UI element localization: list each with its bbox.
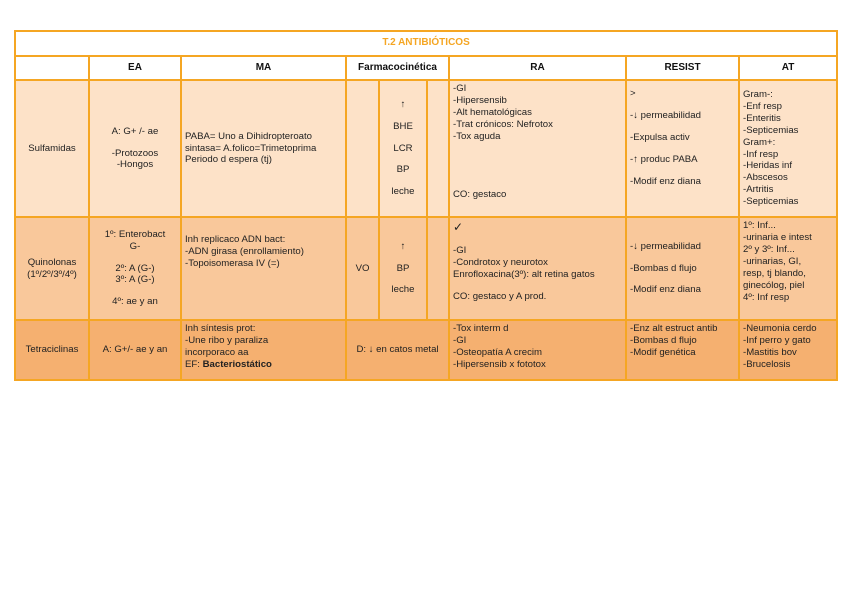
ma-cell: PABA= Uno a Dihidropteroato sintasa= A.folico=Trimetoprima Periodo d espera (tj): [181, 80, 346, 217]
farma-cell: D: ↓ en catos metal: [346, 320, 449, 380]
header-ea: EA: [89, 56, 181, 80]
farma-extra-cell: [427, 217, 449, 320]
header-at: AT: [739, 56, 837, 80]
antibiotics-table: [14, 30, 838, 381]
farma-extra-cell: [427, 80, 449, 217]
at-cell: -Neumonia cerdo -Inf perro y gato -Mastitis bov -Brucelosis: [739, 320, 837, 380]
drug-name: Sulfamidas: [15, 80, 89, 217]
resist-cell: -↓ permeabilidad -Bombas d flujo -Modif enz diana: [626, 217, 739, 320]
ra-cell: ✓ -GI -Condrotox y neurotox Enrofloxacina(3º): alt retina gatos CO: gestaco y A prod.: [449, 217, 626, 320]
header-empty: [15, 56, 89, 80]
check-icon: ✓: [453, 220, 464, 234]
bacteriostatic-label: Bacteriostático: [202, 358, 272, 370]
farma-route-cell: VO: [346, 217, 379, 320]
at-cell: Gram-: -Enf resp -Enteritis -Septicemias Gram+: -Inf resp -Heridas inf -Abscesos -Artritis -Septicemias: [739, 80, 837, 217]
ea-cell: A: G+ /- ae -Protozoos -Hongos: [89, 80, 181, 217]
resist-cell: -Enz alt estruct antib -Bombas d flujo -Modif genética: [626, 320, 739, 380]
header-ma: MA: [181, 56, 346, 80]
table-title: T.2 ANTIBIÓTICOS: [15, 31, 837, 56]
resist-cell: > -↓ permeabilidad -Expulsa activ -↑ produc PABA -Modif enz diana: [626, 80, 739, 217]
drug-name: Quinolonas (1º/2º/3º/4º): [15, 217, 89, 320]
ea-cell: 1º: Enterobact G- 2º: A (G-) 3º: A (G-) 4º: ae y an: [89, 217, 181, 320]
header-farmacocinetica: Farmacocinética: [346, 56, 449, 80]
ma-cell: Inh síntesis prot: -Une ribo y paraliza incorporaco aa EF: Bacteriostático: [181, 320, 346, 380]
at-cell: 1º: Inf... -urinaria e intest 2º y 3º: Inf... -urinarias, GI, resp, tj blando, ginecólog, piel 4º: Inf resp: [739, 217, 837, 320]
row-sulfamidas: [15, 80, 837, 217]
row-quinolonas: [15, 217, 837, 320]
ra-cell: -GI -Hipersensib -Alt hematológicas -Trat crónicos: Nefrotox -Tox aguda CO: gestaco: [449, 80, 626, 217]
farma-route-cell: [346, 80, 379, 217]
ea-cell: A: G+/- ae y an: [89, 320, 181, 380]
arrow-up-icon: ↑: [400, 98, 406, 110]
drug-name: Tetraciclinas: [15, 320, 89, 380]
farma-distribution-cell: ↑ BP leche: [379, 217, 427, 320]
farma-distribution-cell: ↑ BHE LCR BP leche: [379, 80, 427, 217]
row-tetraciclinas: [15, 320, 837, 380]
arrow-up-icon: ↑: [400, 240, 406, 252]
header-resist: RESIST: [626, 56, 739, 80]
ra-cell: -Tox interm d -GI -Osteopatía A crecim -Hipersensib x fototox: [449, 320, 626, 380]
header-ra: RA: [449, 56, 626, 80]
ma-cell: Inh replicaco ADN bact: -ADN girasa (enrollamiento) -Topoisomerasa IV (=): [181, 217, 346, 320]
